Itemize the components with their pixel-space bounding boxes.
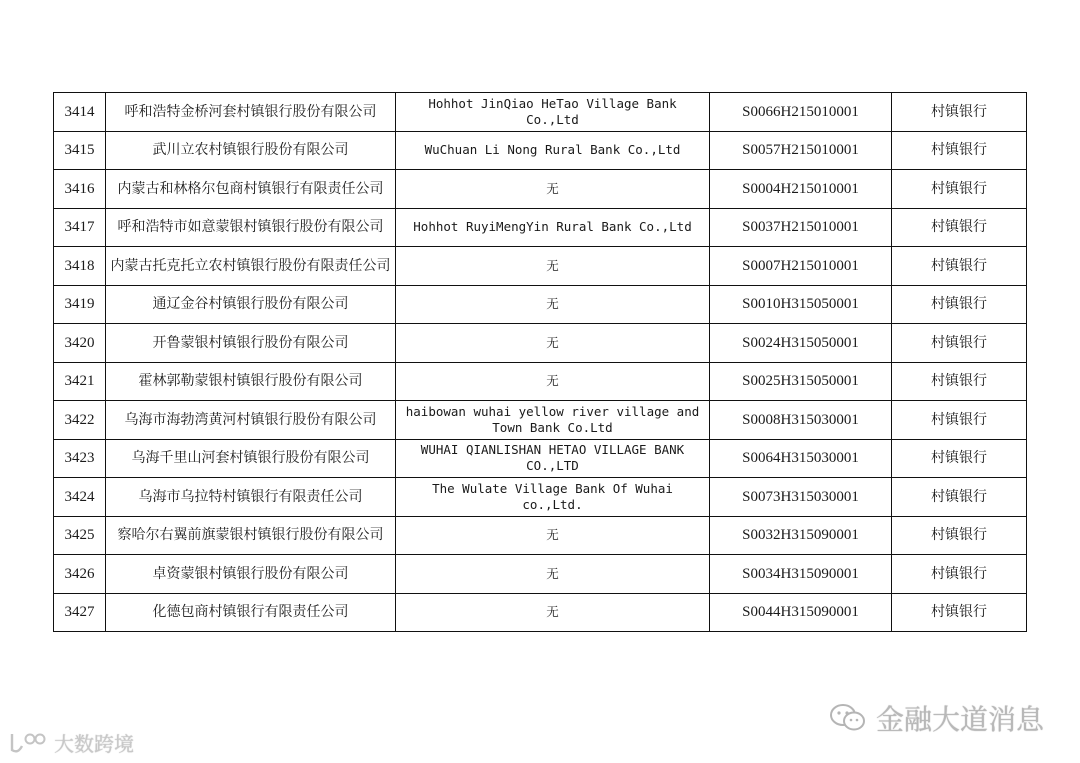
cell-code: S0034H315090001 (710, 555, 892, 594)
cell-name-en: 无 (396, 555, 710, 594)
table-row (54, 555, 1027, 594)
cell-type: 村镇银行 (892, 285, 1027, 324)
cell-type: 村镇银行 (892, 131, 1027, 170)
cell-number: 3422 (54, 401, 106, 440)
cell-name-en: 无 (396, 362, 710, 401)
table-row (54, 401, 1027, 440)
table-row (54, 362, 1027, 401)
cell-number: 3426 (54, 555, 106, 594)
cell-name-cn: 乌海千里山河套村镇银行股份有限公司 (106, 439, 396, 478)
cell-name-cn: 开鲁蒙银村镇银行股份有限公司 (106, 324, 396, 363)
table-row (54, 593, 1027, 632)
cell-name-en: haibowan wuhai yellow river village and Town Bank Co.Ltd (396, 401, 710, 440)
cell-code: S0024H315050001 (710, 324, 892, 363)
table-row (54, 478, 1027, 517)
cell-code: S0064H315030001 (710, 439, 892, 478)
cell-number: 3417 (54, 208, 106, 247)
cell-type: 村镇银行 (892, 362, 1027, 401)
watermark-left (8, 728, 134, 757)
table-row (54, 93, 1027, 132)
cell-name-en: 无 (396, 247, 710, 286)
table-row (54, 324, 1027, 363)
cell-code: S0057H215010001 (710, 131, 892, 170)
cell-number: 3416 (54, 170, 106, 209)
cell-name-en: 无 (396, 593, 710, 632)
cell-number: 3424 (54, 478, 106, 517)
watermark-right (828, 698, 1044, 738)
cell-name-cn: 呼和浩特市如意蒙银村镇银行股份有限公司 (106, 208, 396, 247)
cell-type: 村镇银行 (892, 516, 1027, 555)
cell-code: S0037H215010001 (710, 208, 892, 247)
table-row (54, 285, 1027, 324)
cell-number: 3419 (54, 285, 106, 324)
cell-type: 村镇银行 (892, 401, 1027, 440)
cell-name-en: WUHAI QIANLISHAN HETAO VILLAGE BANK CO.,LTD (396, 439, 710, 478)
cell-type: 村镇银行 (892, 208, 1027, 247)
cell-name-cn: 霍林郭勒蒙银村镇银行股份有限公司 (106, 362, 396, 401)
table-row (54, 516, 1027, 555)
cell-name-en: Hohhot JinQiao HeTao Village Bank Co.,Ltd (396, 93, 710, 132)
cell-name-cn: 察哈尔右翼前旗蒙银村镇银行股份有限公司 (106, 516, 396, 555)
cell-code: S0025H315050001 (710, 362, 892, 401)
cell-name-cn: 化德包商村镇银行有限责任公司 (106, 593, 396, 632)
cell-name-cn: 乌海市海勃湾黄河村镇银行股份有限公司 (106, 401, 396, 440)
cell-number: 3414 (54, 93, 106, 132)
cell-name-en: 无 (396, 324, 710, 363)
cell-name-cn: 呼和浩特金桥河套村镇银行股份有限公司 (106, 93, 396, 132)
wechat-icon (828, 702, 868, 734)
table-row (54, 439, 1027, 478)
bank-list-table (53, 92, 1027, 632)
cell-code: S0032H315090001 (710, 516, 892, 555)
cell-type: 村镇银行 (892, 324, 1027, 363)
cell-type: 村镇银行 (892, 439, 1027, 478)
cell-type: 村镇银行 (892, 93, 1027, 132)
cell-name-cn: 武川立农村镇银行股份有限公司 (106, 131, 396, 170)
cell-code: S0010H315050001 (710, 285, 892, 324)
cell-name-en: 无 (396, 285, 710, 324)
cell-number: 3418 (54, 247, 106, 286)
watermark-right-text: 金融大道消息 (875, 703, 1044, 736)
cell-code: S0044H315090001 (710, 593, 892, 632)
cell-number: 3421 (54, 362, 106, 401)
cell-code: S0066H215010001 (710, 93, 892, 132)
cell-type: 村镇银行 (892, 247, 1027, 286)
cell-name-en: The Wulate Village Bank Of Wuhai co.,Ltd. (396, 478, 710, 517)
cell-number: 3425 (54, 516, 106, 555)
cell-type: 村镇银行 (892, 478, 1027, 517)
cell-name-cn: 通辽金谷村镇银行股份有限公司 (106, 285, 396, 324)
table-row (54, 208, 1027, 247)
cell-type: 村镇银行 (892, 593, 1027, 632)
cell-name-en: 无 (396, 516, 710, 555)
table-row (54, 170, 1027, 209)
brand-logo-icon (8, 730, 48, 756)
cell-code: S0007H215010001 (710, 247, 892, 286)
cell-number: 3427 (54, 593, 106, 632)
cell-number: 3423 (54, 439, 106, 478)
cell-name-en: WuChuan Li Nong Rural Bank Co.,Ltd (396, 131, 710, 170)
cell-name-en: 无 (396, 170, 710, 209)
cell-name-en: Hohhot RuyiMengYin Rural Bank Co.,Ltd (396, 208, 710, 247)
cell-name-cn: 内蒙古和林格尔包商村镇银行有限责任公司 (106, 170, 396, 209)
cell-code: S0004H215010001 (710, 170, 892, 209)
cell-name-cn: 内蒙古托克托立农村镇银行股份有限责任公司 (106, 247, 396, 286)
cell-number: 3415 (54, 131, 106, 170)
cell-code: S0073H315030001 (710, 478, 892, 517)
cell-number: 3420 (54, 324, 106, 363)
cell-code: S0008H315030001 (710, 401, 892, 440)
cell-name-cn: 乌海市乌拉特村镇银行有限责任公司 (106, 478, 396, 517)
cell-name-cn: 卓资蒙银村镇银行股份有限公司 (106, 555, 396, 594)
table-row (54, 247, 1027, 286)
cell-type: 村镇银行 (892, 555, 1027, 594)
table-row (54, 131, 1027, 170)
watermark-left-text: 大数跨境 (54, 732, 134, 756)
cell-type: 村镇银行 (892, 170, 1027, 209)
table-body (54, 93, 1027, 632)
